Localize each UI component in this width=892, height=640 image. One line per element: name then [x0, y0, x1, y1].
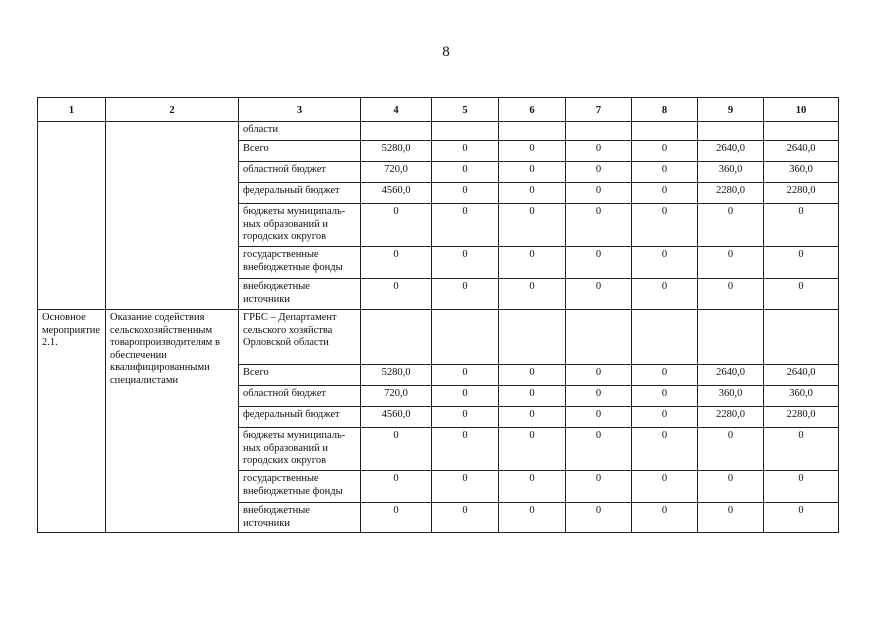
value-cell: 0	[764, 428, 839, 471]
source-label: бюджеты муниципаль-ных образований и городских округов	[239, 428, 361, 471]
value-cell: 0	[764, 471, 839, 503]
value-cell: 0	[432, 365, 499, 386]
value-cell: 0	[698, 279, 764, 310]
value-cell: 0	[499, 247, 566, 279]
value-cell: 0	[499, 204, 566, 247]
value-cell: 0	[432, 183, 499, 204]
value-cell: 0	[632, 471, 698, 503]
table-row	[38, 310, 839, 365]
value-cell	[499, 122, 566, 141]
value-cell: 0	[432, 162, 499, 183]
source-label: внебюджетные источники	[239, 503, 361, 533]
value-cell: 0	[361, 204, 432, 247]
value-cell: 0	[764, 204, 839, 247]
column-header: 2	[106, 98, 239, 122]
value-cell: 0	[632, 428, 698, 471]
source-label: государственные внебюджетные фонды	[239, 471, 361, 503]
value-cell: 0	[499, 407, 566, 428]
column-header: 8	[632, 98, 698, 122]
value-cell: 2640,0	[764, 141, 839, 162]
value-cell: 0	[632, 503, 698, 533]
value-cell: 0	[499, 279, 566, 310]
source-label: Всего	[239, 365, 361, 386]
column-header: 5	[432, 98, 499, 122]
value-cell: 0	[566, 471, 632, 503]
value-cell: 0	[764, 279, 839, 310]
value-cell: 0	[499, 428, 566, 471]
column-header: 7	[566, 98, 632, 122]
value-cell: 0	[432, 247, 499, 279]
value-cell: 0	[764, 503, 839, 533]
value-cell	[632, 122, 698, 141]
source-label: ГРБС – Департамент сельского хозяйства Орловской области	[239, 310, 361, 365]
value-cell: 2280,0	[764, 407, 839, 428]
column-header: 9	[698, 98, 764, 122]
value-cell: 0	[632, 386, 698, 407]
value-cell: 0	[632, 204, 698, 247]
value-cell: 720,0	[361, 162, 432, 183]
value-cell: 0	[361, 247, 432, 279]
column-header: 4	[361, 98, 432, 122]
description-cell	[106, 122, 239, 310]
value-cell: 0	[566, 204, 632, 247]
value-cell: 0	[499, 503, 566, 533]
column-header: 10	[764, 98, 839, 122]
source-label: бюджеты муниципаль-ных образований и городских округов	[239, 204, 361, 247]
value-cell: 720,0	[361, 386, 432, 407]
value-cell: 0	[499, 162, 566, 183]
value-cell: 0	[698, 428, 764, 471]
value-cell: 0	[632, 247, 698, 279]
column-header: 1	[38, 98, 106, 122]
value-cell: 0	[432, 279, 499, 310]
value-cell: 0	[499, 141, 566, 162]
value-cell: 2280,0	[698, 183, 764, 204]
source-label: внебюджетные источники	[239, 279, 361, 310]
value-cell: 2640,0	[698, 141, 764, 162]
value-cell: 4560,0	[361, 407, 432, 428]
value-cell: 0	[432, 407, 499, 428]
value-cell: 0	[432, 428, 499, 471]
source-label: областной бюджет	[239, 162, 361, 183]
value-cell: 0	[632, 407, 698, 428]
value-cell: 360,0	[698, 162, 764, 183]
measure-cell: Основное мероприятие 2.1.	[38, 310, 106, 533]
source-label: государственные внебюджетные фонды	[239, 247, 361, 279]
value-cell: 0	[566, 428, 632, 471]
value-cell	[698, 310, 764, 365]
description-cell: Оказание содействия сельскохозяйственным товаропроизводителям в обеспечении квалифицированными специалистами	[106, 310, 239, 533]
value-cell: 360,0	[764, 162, 839, 183]
value-cell: 0	[566, 503, 632, 533]
value-cell: 2640,0	[764, 365, 839, 386]
value-cell: 0	[499, 471, 566, 503]
value-cell: 0	[566, 386, 632, 407]
source-label: области	[239, 122, 361, 141]
header-row	[38, 98, 839, 122]
table-row	[38, 122, 839, 141]
value-cell: 2280,0	[698, 407, 764, 428]
value-cell: 0	[432, 141, 499, 162]
value-cell	[764, 310, 839, 365]
value-cell: 0	[361, 503, 432, 533]
value-cell	[566, 122, 632, 141]
value-cell: 0	[632, 183, 698, 204]
value-cell: 360,0	[764, 386, 839, 407]
value-cell: 0	[632, 141, 698, 162]
value-cell: 0	[361, 428, 432, 471]
value-cell	[432, 310, 499, 365]
value-cell: 0	[632, 279, 698, 310]
column-header: 3	[239, 98, 361, 122]
value-cell: 0	[566, 141, 632, 162]
value-cell: 0	[432, 386, 499, 407]
column-header: 6	[499, 98, 566, 122]
value-cell: 360,0	[698, 386, 764, 407]
value-cell	[432, 122, 499, 141]
value-cell: 2640,0	[698, 365, 764, 386]
value-cell: 0	[432, 503, 499, 533]
value-cell: 0	[698, 247, 764, 279]
value-cell: 0	[566, 279, 632, 310]
value-cell: 0	[432, 471, 499, 503]
value-cell: 0	[566, 162, 632, 183]
value-cell	[764, 122, 839, 141]
value-cell: 0	[361, 279, 432, 310]
value-cell: 0	[764, 247, 839, 279]
value-cell: 0	[499, 365, 566, 386]
source-label: Всего	[239, 141, 361, 162]
value-cell	[499, 310, 566, 365]
measure-cell	[38, 122, 106, 310]
value-cell: 5280,0	[361, 141, 432, 162]
value-cell: 5280,0	[361, 365, 432, 386]
value-cell: 0	[499, 183, 566, 204]
value-cell: 4560,0	[361, 183, 432, 204]
value-cell: 0	[566, 247, 632, 279]
value-cell: 0	[698, 471, 764, 503]
value-cell: 0	[361, 471, 432, 503]
value-cell: 0	[566, 183, 632, 204]
value-cell: 0	[499, 386, 566, 407]
source-label: федеральный бюджет	[239, 407, 361, 428]
value-cell	[632, 310, 698, 365]
value-cell: 0	[698, 503, 764, 533]
source-label: областной бюджет	[239, 386, 361, 407]
page-number: 8	[442, 44, 450, 60]
value-cell	[361, 122, 432, 141]
value-cell	[361, 310, 432, 365]
value-cell: 0	[432, 204, 499, 247]
value-cell: 0	[698, 204, 764, 247]
source-label: федеральный бюджет	[239, 183, 361, 204]
value-cell: 0	[566, 407, 632, 428]
value-cell: 0	[566, 365, 632, 386]
value-cell: 0	[632, 162, 698, 183]
budget-table	[37, 97, 839, 533]
value-cell: 0	[632, 365, 698, 386]
value-cell	[566, 310, 632, 365]
value-cell: 2280,0	[764, 183, 839, 204]
value-cell	[698, 122, 764, 141]
